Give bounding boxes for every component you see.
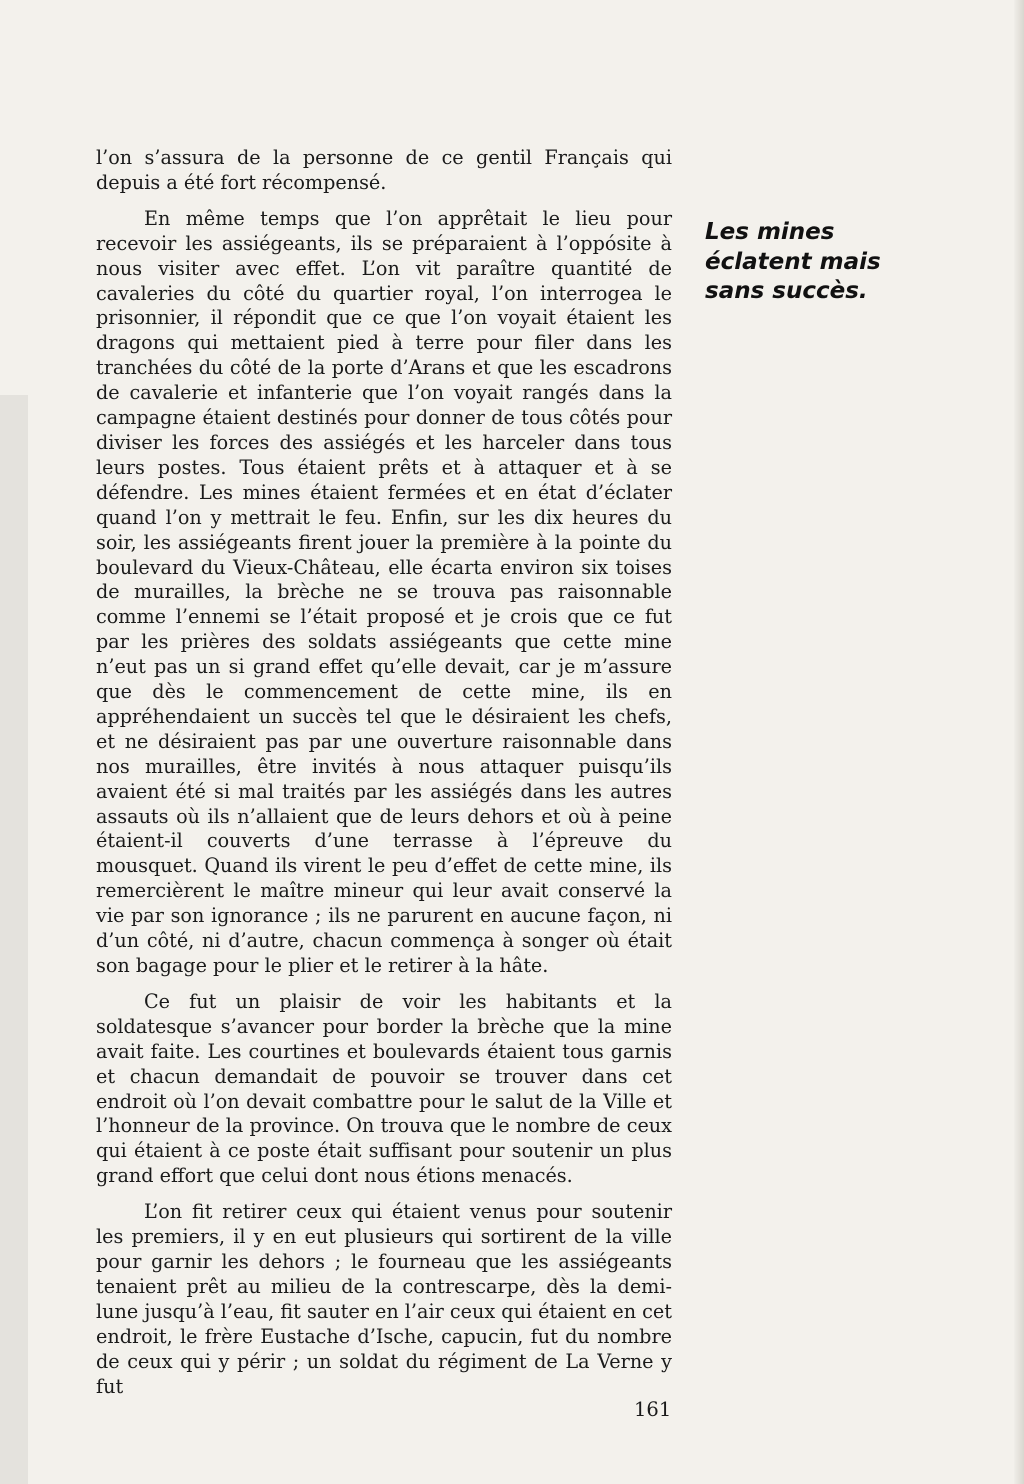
paragraph: l’on s’assura de la personne de ce gentil Français qui depuis a été fort récompensé. [96,146,672,194]
page-number: 161 [634,1398,672,1421]
page-edge-right [1014,0,1024,1484]
margin-note-line: sans succès. [705,278,868,304]
body-text [96,146,672,1399]
paragraph: En même temps que l’on apprêtait le lieu pour recevoir les assiégeants, ils se préparaient à l’oppósite à nous visiter avec effet. L’on vit paraître quantité de cavaleries du côté du quartier royal, l’on interrogea le prisonnier, il répondit que ce que l’on voyait étaient les dragons qui mettaient pied à terre pour filer dans les tranchées du côté de la porte d’Arans et que les escadrons de cavalerie et infanterie que l’on voyait rangés dans la campagne étaient destinés pour donner de tous côtés pour diviser les forces des assiégés et les harceler dans tous leurs postes. Tous étaient prêts et à attaquer et à se défendre. Les mines étaient fermées et en état d’éclater quand l’on y mettrait le feu. Enfin, sur les dix heures du soir, les assiégeants firent jouer la première à la pointe du boulevard du Vieux-Château, elle écarta environ six toises de murailles, la brèche ne se trouva pas raisonnable comme l’ennemi se l’était proposé et je crois que ce fut par les prières des soldats assiégeants que cette mine n’eut pas un si grand effet qu’elle devait, car je m’assure que dès le commencement de cette mine, ils en appréhendaient un succès tel que le désiraient les chefs, et ne désiraient pas par une ouverture raisonnable dans nos murailles, être invités à nous attaquer puisqu’ils avaient été si mal traités par les assiégés dans les autres assauts où ils n’allaient que de leurs dehors et où à peine étaient-il couverts d’une terrasse à l’épreuve du mousquet. Quand ils virent le peu d’effet de cette mine, ils remercièrent le maître mineur qui leur avait conservé la vie par son ignorance ; ils ne parurent en aucune façon, ni d’un côté, ni d’autre, chacun commença à songer où était son bagage pour le plier et le retirer à la hâte. [96,206,672,977]
paragraph: L’on fit retirer ceux qui étaient venus pour soutenir les premiers, il y en eut plusieurs qui sortirent de la ville pour garnir les dehors ; le fourneau que les assiégeants tenaient prêt au milieu de la contrescarpe, dès la demi-lune jusqu’à l’eau, fit sauter en l’air ceux qui étaient en cet endroit, le frère Eustache d’Ische, capucin, fut du nombre de ceux qui y périr ; un soldat du régiment de La Verne y fut [96,1200,672,1398]
margin-note-line: éclatent mais [705,248,881,275]
margin-note [705,218,915,307]
page-edge-shadow [0,395,28,1484]
margin-note-line: Les mines [705,219,835,245]
paragraph: Ce fut un plaisir de voir les habitants et la soldatesque s’avancer pour border la brèche que la mine avait faite. Les courtines et boulevards étaient tous garnis et chacun demandait de pouvoir se trouver dans cet endroit où l’on devait combattre pour le salut de la Ville et l’honneur de la province. On trouva que le nombre de ceux qui étaient à ce poste était suffisant pour soutenir un plus grand effort que celui dont nous étions menacés. [96,989,672,1188]
